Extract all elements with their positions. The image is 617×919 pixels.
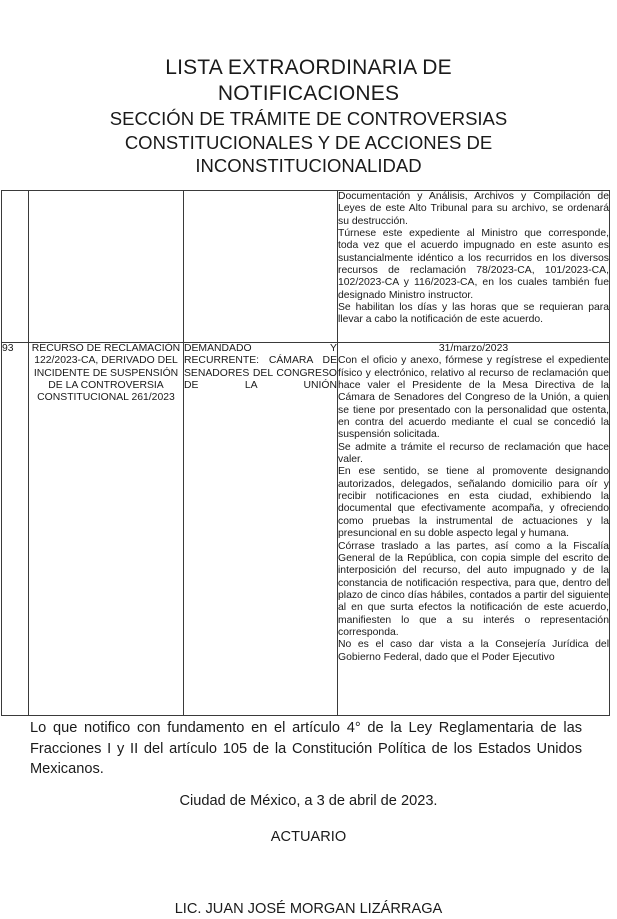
legal-notice: Lo que notifico con fundamento en el artículo 4° de la Ley Reglamentaria de las Fracciones I y II del artículo 105 de la Constitución Política de los Estados Unidos Mexicanos. [30, 720, 582, 777]
document-subtitle-line2: CONSTITUCIONALES Y DE ACCIONES DE [124, 132, 493, 153]
document-title-line1: LISTA EXTRAORDINARIA DE [165, 56, 452, 79]
row-partes [184, 191, 338, 343]
row-number: 93 [2, 343, 29, 716]
acuerdo-paragraph: Córrase traslado a las partes, así como a la Fiscalía General de la República, con copia simple del escrito de interposición del recurso, del auto impugnado y de la constancia de notificación respectiva, para que, dentro del plazo de cinco días hábiles, contados a partir del siguiente al en que surta efectos la notificación de este acuerdo, manifiesten lo que a su interés o representación corresponda. [338, 540, 609, 638]
acuerdo-paragraph: En ese sentido, se tiene al promovente designando autorizados, delegados, señalando domicilio para oír y recibir notificaciones en esta ciudad, exhibiendo la documental que efectivamente acompaña, y ofreciendo como pruebas la instrumental de actuaciones y la presuncional en su doble aspecto legal y humana. [338, 466, 609, 540]
table-row [2, 343, 610, 716]
acuerdo-date: 31/marzo/2023 [438, 343, 509, 354]
document-subtitle-line1: SECCIÓN DE TRÁMITE DE CONTROVERSIAS [109, 108, 508, 129]
row-partes [184, 343, 338, 716]
acuerdo-paragraph: Túrnese este expediente al Ministro que corresponde, toda vez que el acuerdo impugnado en este asunto es sustancialmente idéntico a los recurridos en los diversos recursos de reclamación 78/2023-CA, 101/2023-CA, 102/2023-CA y 116/2023-CA, en los cuales también fue designado Ministro instructor. [338, 228, 609, 301]
row-acuerdo [338, 191, 610, 343]
acuerdo-paragraph: No es el caso dar vista a la Consejería Jurídica del Gobierno Federal, dado que el Poder Ejecutivo [338, 639, 609, 663]
signer-role: ACTUARIO [270, 829, 347, 845]
table-row [2, 191, 610, 343]
row-expediente: RECURSO DE RECLAMACIÓN 122/2023-CA, DERIVADO DEL INCIDENTE DE SUSPENSIÓN DE LA CONTROVERSIA CONSTITUCIONAL 261/2023 [29, 343, 184, 716]
acuerdo-paragraph: Se admite a trámite el recurso de reclamación que hace valer. [338, 441, 609, 466]
acuerdo-paragraph: Documentación y Análisis, Archivos y Compilación de Leyes de este Alto Tribunal para su archivo, se ordenará su destrucción. [338, 191, 609, 227]
place-and-date: Ciudad de México, a 3 de abril de 2023. [179, 793, 438, 809]
acuerdo-body [338, 343, 609, 713]
row-partes-text: DEMANDADO Y RECURRENTE: CÁMARA DE SENADORES DEL CONGRESO DE LA UNIÓN [184, 343, 337, 392]
acuerdo-paragraph: Se habilitan los días y las horas que se requieran para llevar a cabo la notificación de este acuerdo. [338, 302, 609, 326]
row-number [2, 191, 29, 343]
row-acuerdo [338, 343, 610, 716]
notifications-table [1, 190, 610, 716]
document-title-line2: NOTIFICACIONES [217, 82, 400, 105]
signer-name: LIC. JUAN JOSÉ MORGAN LIZÁRRAGA [174, 901, 443, 917]
row-expediente [29, 191, 184, 343]
acuerdo-paragraph: Con el oficio y anexo, fórmese y regístrese el expediente físico y electrónico, relativo al recurso de reclamación que hace valer el Presidente de la Mesa Directiva de la Cámara de Senadores del Congreso de la Unión, a quien se tiene por presentado con la personalidad que ostenta, en contra del acuerdo mediante el cual se concedió la suspensión solicitada. [338, 355, 609, 441]
document-subtitle-line3: INCONSTITUCIONALIDAD [195, 155, 422, 176]
